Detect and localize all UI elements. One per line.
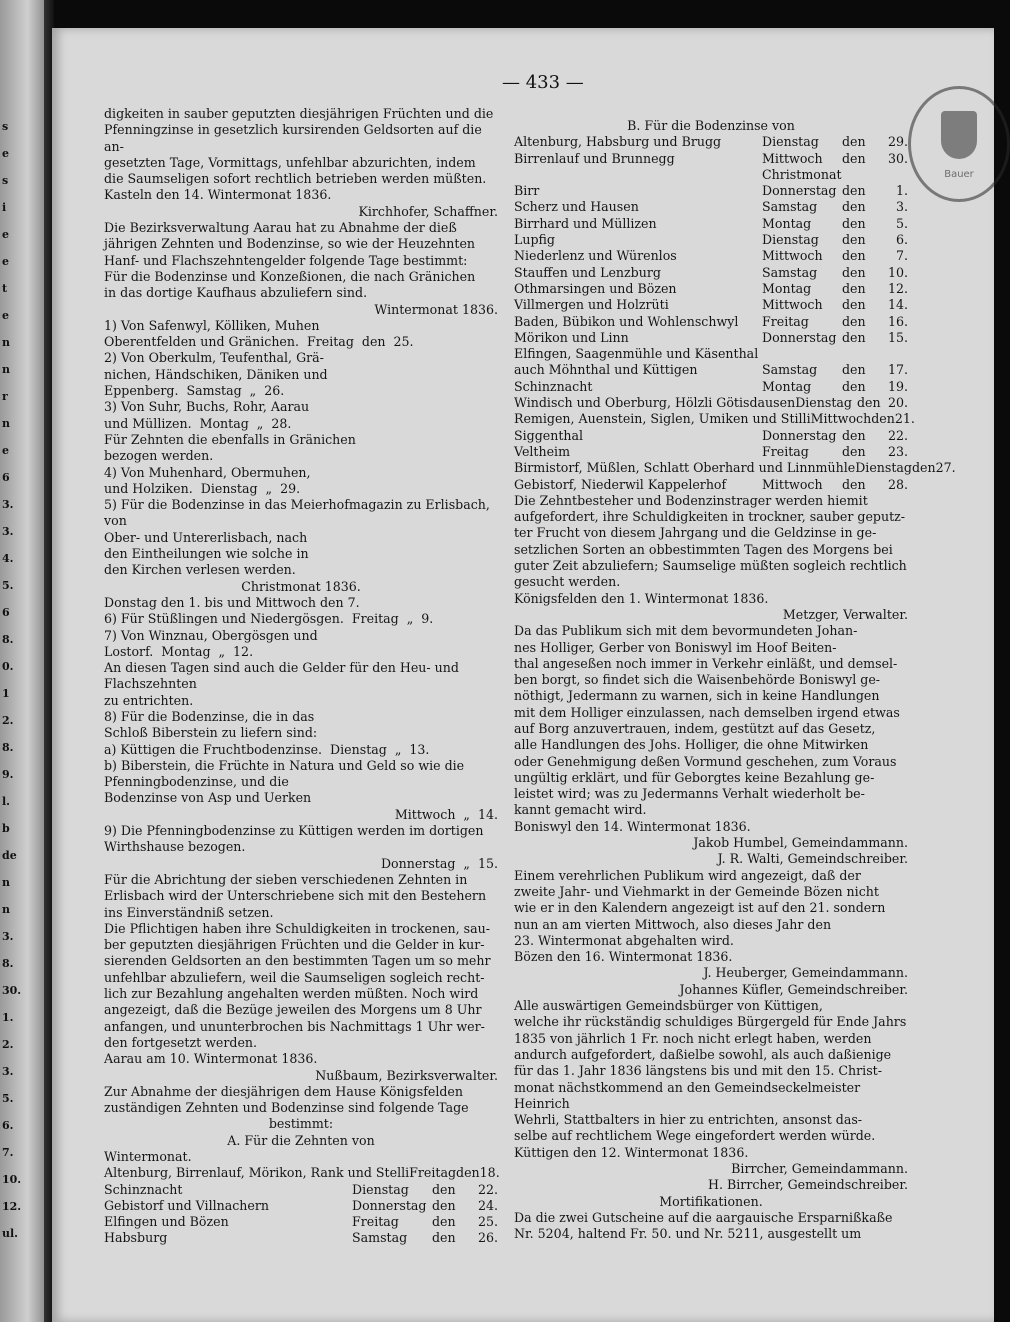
text-line: nun an am vierten Mittwoch, also dieses Jahr den xyxy=(514,916,832,932)
text-line: Schloß Biberstein zu liefern sind: xyxy=(104,725,318,741)
adjacent-page-fragment: e xyxy=(2,444,9,457)
text-line: Zur Abnahme der diesjährigen dem Hause Königsfelden xyxy=(104,1083,463,1099)
bodenzinse-schedule xyxy=(514,134,956,493)
text-line: 9) Die Pfenningbodenzinse zu Küttigen werden im dortigen Wirthshause bezogen. xyxy=(104,823,488,855)
schedule-day xyxy=(762,346,842,362)
schedule-day: Christmonat xyxy=(762,166,842,182)
text-line: 3) Von Suhr, Buchs, Rohr, Aarau xyxy=(104,399,310,415)
schedule-num: 10. xyxy=(887,264,908,280)
text-line: angezeigt, daß die Bezüge jeweilen des Morgens um 8 Uhr xyxy=(104,1002,482,1018)
text-line: sierenden Geldsorten an den bestimmten Tagen um so mehr xyxy=(104,953,491,969)
schedule-den: den xyxy=(842,329,866,345)
schedule-place: auch Möhnthal und Küttigen xyxy=(514,362,698,378)
text-line: alle Handlungen des Johs. Holliger, die ohne Mitwirken xyxy=(514,737,869,753)
schedule-place: Veltheim xyxy=(514,443,571,459)
text-line: Erlisbach wird der Unterschriebene sich mit den Bestehern xyxy=(104,888,487,904)
text-line: zu entrichten. xyxy=(104,692,194,708)
adjacent-page-fragment: 0. xyxy=(2,660,14,673)
adjacent-page-fragment: 2. xyxy=(2,1038,14,1051)
schedule-place: Gebistorf und Villnachern xyxy=(104,1197,270,1213)
schedule-den: den xyxy=(912,460,936,476)
schedule-den: den xyxy=(842,476,866,492)
schedule-row xyxy=(104,1165,498,1181)
schedule-num: 7. xyxy=(895,248,908,264)
text-line: jährigen Zehnten und Bodenzinse, so wie der Heuzehnten xyxy=(104,236,476,252)
text-line: oder Genehmigung deßen Vormund geschehen, zum Voraus xyxy=(514,753,897,769)
schedule-row xyxy=(514,199,908,215)
schedule-den: den xyxy=(871,411,895,427)
schedule-num: 27. xyxy=(935,460,956,476)
text-line: 7) Von Winznau, Obergösgen und xyxy=(104,627,318,643)
schedule-day: Dienstag xyxy=(795,395,852,411)
schedule-place: Villmergen und Holzrüti xyxy=(514,297,669,313)
adjacent-page-fragment: 5. xyxy=(2,1092,14,1105)
text-line: ber geputzten diesjährigen Früchten und die Gelder in kur- xyxy=(104,937,485,953)
text-line: thal angeseßen noch immer in Verkehr einläßt, und demsel- xyxy=(514,655,898,671)
schedule-row xyxy=(514,346,908,362)
text-line: Die Pflichtigen haben ihre Schuldigkeiten in trockenen, sau- xyxy=(104,920,491,936)
text-line: 6) Für Stüßlingen und Niedergösgen. Freitag „ 9. xyxy=(104,611,434,627)
schedule-row xyxy=(514,314,908,330)
schedule-day: Samstag xyxy=(352,1230,408,1246)
text-line: ben borgt, so findet sich die Waisenbehörde Boniswyl ge- xyxy=(514,672,881,688)
schedule-row xyxy=(514,411,915,427)
schedule-day: Dienstag xyxy=(855,460,912,476)
schedule-num: 14. xyxy=(887,297,908,313)
text-line: gesucht werden. xyxy=(514,574,621,590)
text-line: Metzger, Verwalter. xyxy=(782,606,908,622)
schedule-place: Birr xyxy=(514,183,540,199)
adjacent-page-fragment: 12. xyxy=(2,1200,22,1213)
adjacent-page-fragment: 3. xyxy=(2,1065,14,1078)
adjacent-page-fragment: n xyxy=(2,363,10,376)
text-line: Die Zehntbesteher und Bodenzinstrager werden hiemit xyxy=(514,492,868,508)
text-line: Eppenberg. Samstag „ 26. xyxy=(104,383,285,399)
text-line: Oberentfelden und Gränichen. Freitag den 25. xyxy=(104,334,414,350)
schedule-num: 29. xyxy=(887,134,908,150)
schedule-num: 6. xyxy=(895,232,908,248)
text-line: nöthigt, Jedermann zu warnen, sich in keine Handlungen xyxy=(514,688,880,704)
schedule-num: 20. xyxy=(887,395,908,411)
text-line: Nußbaum, Bezirksverwalter. xyxy=(315,1067,498,1083)
schedule-day: Dienstag xyxy=(352,1181,409,1197)
schedule-den: den xyxy=(842,232,866,248)
schedule-place xyxy=(514,167,762,183)
adjacent-page-fragment: r xyxy=(2,390,8,403)
text-line: Birrcher, Gemeindammann. xyxy=(731,1161,908,1176)
schedule-num: 30. xyxy=(887,150,908,166)
schedule-place: Scherz und Hausen xyxy=(514,199,639,215)
schedule-row xyxy=(104,1182,498,1198)
schedule-day: Freitag xyxy=(762,443,809,459)
schedule-den: den xyxy=(842,248,866,264)
adjacent-page-fragment: n xyxy=(2,336,10,349)
schedule-row xyxy=(514,151,908,167)
schedule-row xyxy=(514,297,908,313)
page-number: — 433 — xyxy=(502,72,584,93)
text-line: Für die Bodenzinse und Konzeßionen, die nach Gränichen xyxy=(104,268,476,284)
text-line: setzlichen Sorten an obbestimmten Tagen des Morgens bei xyxy=(514,541,893,557)
schedule-day: Freitag xyxy=(352,1214,399,1230)
adjacent-page-fragment: 6 xyxy=(2,471,10,484)
schedule-den xyxy=(842,167,878,183)
schedule-row xyxy=(514,428,908,444)
schedule-day: Mittwoch xyxy=(762,248,823,264)
schedule-row xyxy=(514,232,908,248)
schedule-day: Mittwoch xyxy=(762,297,823,313)
text-line: H. Birrcher, Gemeindschreiber. xyxy=(708,1177,908,1193)
text-line: ungültig erklärt, und für Geborgtes keine Bezahlung ge- xyxy=(514,769,875,785)
adjacent-page-fragment: ul. xyxy=(2,1227,19,1240)
text-line: Pfenningbodenzinse, und die xyxy=(104,774,289,790)
schedule-day: Donnerstag xyxy=(762,427,837,443)
schedule-day: Montag xyxy=(762,378,812,394)
schedule-den: den xyxy=(857,395,881,411)
schedule-day: Donnerstag xyxy=(762,183,837,199)
adjacent-page-fragment: 7. xyxy=(2,1146,14,1159)
text-line: und Müllizen. Montag „ 28. xyxy=(104,415,292,431)
text-line: Bözen den 16. Wintermonat 1836. xyxy=(514,949,733,965)
text-line: für das 1. Jahr 1836 längstens bis und mit den 15. Christ- xyxy=(514,1063,882,1079)
text-line: Königsfelden den 1. Wintermonat 1836. xyxy=(514,590,769,606)
schedule-row xyxy=(514,460,956,476)
text-line: bezogen werden. xyxy=(104,448,214,464)
schedule-place: Baden, Bübikon und Wohlenschwyl xyxy=(514,313,739,329)
text-line: 4) Von Muhenhard, Obermuhen, xyxy=(104,464,311,480)
adjacent-page-fragment: 9. xyxy=(2,768,14,781)
text-line: Für die Abrichtung der sieben verschiedenen Zehnten in xyxy=(104,871,468,887)
text-line: den fortgesetzt werden. xyxy=(104,1034,258,1050)
text-line: zuständigen Zehnten und Bodenzinse sind folgende Tage xyxy=(104,1100,469,1116)
schedule-den: den xyxy=(432,1230,456,1246)
adjacent-page-fragment: n xyxy=(2,417,10,430)
text-line: J. Heuberger, Gemeindammann. xyxy=(703,965,908,981)
schedule-day: Dienstag xyxy=(762,134,819,150)
schedule-row xyxy=(514,216,908,232)
text-line: nichen, Händschiken, Däniken und xyxy=(104,366,328,382)
schedule-den: den xyxy=(842,443,866,459)
schedule-den: den xyxy=(842,150,866,166)
schedule-row xyxy=(514,330,908,346)
text-line: kannt gemacht wird. xyxy=(514,802,647,818)
text-line: An diesen Tagen sind auch die Gelder für den Heu- und Flachszehnten xyxy=(104,660,463,692)
schedule-day: Freitag xyxy=(409,1165,457,1181)
adjacent-page-fragment: 8. xyxy=(2,633,14,646)
adjacent-page-fragment: s xyxy=(2,120,9,133)
schedule-num: 26. xyxy=(477,1230,498,1246)
text-line: Christmonat 1836. xyxy=(241,578,361,594)
right-column xyxy=(514,118,956,1242)
adjacent-page-fragment: 6 xyxy=(2,606,10,619)
schedule-num: 22. xyxy=(477,1181,498,1197)
schedule-row xyxy=(514,444,908,460)
text-line: welche ihr rückständig schuldiges Bürgergeld für Ende Jahrs xyxy=(514,1014,907,1030)
text-line: mit dem Holliger einzulassen, nach demselben irgend etwas xyxy=(514,704,900,720)
schedule-num: 24. xyxy=(477,1197,498,1213)
schedule-den: den xyxy=(842,297,866,313)
schedule-place: Windisch und Oberburg, Hölzli Götisdausen xyxy=(514,395,796,411)
text-line: Wintermonat 1836. xyxy=(374,301,498,317)
schedule-place: Niederlenz und Würenlos xyxy=(514,248,677,264)
schedule-row xyxy=(104,1214,498,1230)
text-line: und Holziken. Dienstag „ 29. xyxy=(104,480,301,496)
schedule-num: 22. xyxy=(887,427,908,443)
adjacent-page-fragment: 1 xyxy=(2,687,10,700)
text-line: die Saumseligen sofort rechtlich betrieben werden müßten. xyxy=(104,171,487,187)
schedule-den: den xyxy=(842,378,866,394)
adjacent-page-fragment: 3. xyxy=(2,930,14,943)
schedule-day: Samstag xyxy=(762,362,818,378)
text-line: Boniswyl den 14. Wintermonat 1836. xyxy=(514,818,751,834)
text-line: Pfenningzinse in gesetzlich kursirenden Geldsorten auf die an- xyxy=(104,122,486,154)
adjacent-page-fragment: 8. xyxy=(2,741,14,754)
schedule-day: Samstag xyxy=(762,199,818,215)
text-line: Die Bezirksverwaltung Aarau hat zu Abnahme der dieß xyxy=(104,220,457,236)
text-line: A. Für die Zehnten von xyxy=(227,1132,375,1148)
adjacent-page-fragment: 4. xyxy=(2,552,14,565)
text-line: b) Biberstein, die Früchte in Natura und Geld so wie die xyxy=(104,757,465,773)
text-line: Kasteln den 14. Wintermonat 1836. xyxy=(104,187,332,203)
adjacent-page-fragment: 6. xyxy=(2,1119,14,1132)
adjacent-page-fragment: e xyxy=(2,309,9,322)
text-line: nes Holliger, Gerber von Boniswyl im Hoof Beiten- xyxy=(514,639,837,655)
text-line: Da die zwei Gutscheine auf die aargauische Ersparnißkaße xyxy=(514,1209,893,1225)
schedule-place: Elfingen, Saagenmühle und Käsenthal xyxy=(514,346,759,362)
adjacent-page-fragment: 3. xyxy=(2,525,14,538)
schedule-day: Montag xyxy=(762,215,812,231)
text-line: selbe auf rechtlichem Wege eingefordert werden würde. xyxy=(514,1128,876,1144)
adjacent-page-fragment: de xyxy=(2,849,17,862)
text-line: Bodenzinse von Asp und Uerken xyxy=(104,790,312,806)
schedule-place: Schinznacht xyxy=(514,378,593,394)
schedule-num: 16. xyxy=(887,313,908,329)
schedule-den: den xyxy=(842,215,866,231)
text-line: Wintermonat. xyxy=(104,1149,192,1164)
schedule-num: 3. xyxy=(895,199,908,215)
schedule-den: den xyxy=(432,1181,456,1197)
text-line: anfangen, und ununterbrochen bis Nachmittags 1 Uhr wer- xyxy=(104,1018,485,1034)
text-line: Küttigen den 12. Wintermonat 1836. xyxy=(514,1144,749,1160)
schedule-place: Birrenlauf und Brunnegg xyxy=(514,150,675,166)
schedule-num: 17. xyxy=(887,362,908,378)
adjacent-page-fragment: 2. xyxy=(2,714,14,727)
schedule-den: den xyxy=(456,1165,480,1181)
schedule-place: Schinznacht xyxy=(104,1181,183,1197)
schedule-place: Remigen, Auenstein, Siglen, Umiken und Stilli xyxy=(514,411,811,427)
text-line: gesetzten Tage, Vormittags, unfehlbar abzurichten, indem xyxy=(104,154,476,170)
text-line: wie er in den Kalendern angezeigt ist auf den 21. sondern xyxy=(514,900,886,916)
adjacent-page-fragment: 5. xyxy=(2,579,14,592)
schedule-den: den xyxy=(842,313,866,329)
schedule-place: Birrhard und Müllizen xyxy=(514,215,657,231)
schedule-row xyxy=(514,183,908,199)
adjacent-page-fragment: t xyxy=(2,282,8,295)
schedule-row xyxy=(514,477,908,493)
schedule-row xyxy=(514,248,908,264)
text-line: ins Einverständniß setzen. xyxy=(104,904,274,920)
text-line: Kirchhofer, Schaffner. xyxy=(358,203,498,219)
text-line: lich zur Bezahlung angehalten werden müßten. Noch wird xyxy=(104,986,479,1002)
adjacent-page-fragment: e xyxy=(2,147,9,160)
text-line: Ober- und Untererlisbach, nach xyxy=(104,529,308,545)
text-line: den Eintheilungen wie solche in xyxy=(104,546,309,562)
schedule-day: Mittwoch xyxy=(762,150,823,166)
schedule-num: 23. xyxy=(887,443,908,459)
text-line: monat nächstkommend an den Gemeindseckelmeister Heinrich xyxy=(514,1079,865,1111)
schedule-day: Donnerstag xyxy=(762,329,837,345)
schedule-row xyxy=(514,395,908,411)
schedule-den: den xyxy=(842,199,866,215)
schedule-row xyxy=(514,362,908,378)
schedule-place: Stauffen und Lenzburg xyxy=(514,264,661,280)
schedule-den: den xyxy=(842,183,866,199)
text-line: Da das Publikum sich mit dem bevormundeten Johan- xyxy=(514,623,858,639)
schedule-num: 5. xyxy=(895,215,908,231)
schedule-place: Siggenthal xyxy=(514,427,584,443)
left-column-text xyxy=(104,106,498,1165)
text-line: 1) Von Safenwyl, Kölliken, Muhen xyxy=(104,317,320,333)
schedule-place: Elfingen und Bözen xyxy=(104,1214,229,1230)
text-line: Wehrli, Stattbalters in hier zu entrichten, ansonst das- xyxy=(514,1112,863,1128)
coat-of-arms-icon xyxy=(941,111,977,159)
schedule-day: Freitag xyxy=(762,313,809,329)
schedule-den: den xyxy=(842,264,866,280)
text-line: ter Frucht von diesem Jahrgang und die Geldzinse in ge- xyxy=(514,525,877,541)
schedule-row xyxy=(104,1230,498,1246)
schedule-row xyxy=(514,379,908,395)
bodenzinse-heading: B. Für die Bodenzinse von xyxy=(627,118,795,133)
adjacent-page-fragment: 30. xyxy=(2,984,22,997)
text-line: auf Borg anzuvertrauen, indem, gestützt auf das Gesetz, xyxy=(514,720,876,736)
adjacent-page-fragment: 1. xyxy=(2,1011,14,1024)
schedule-num: 21. xyxy=(894,411,915,427)
text-line: bestimmt: xyxy=(268,1116,334,1132)
text-line: Mortifikationen. xyxy=(659,1193,763,1209)
text-line: J. R. Walti, Gemeindschreiber. xyxy=(717,851,908,867)
text-line: Donstag den 1. bis und Mittwoch den 7. xyxy=(104,594,360,610)
text-line: zweite Jahr- und Viehmarkt in der Gemeinde Bözen nicht xyxy=(514,883,879,899)
text-line: Alle auswärtigen Gemeindsbürger von Küttigen, xyxy=(514,998,823,1014)
text-line: guter Zeit abzuliefern; Saumselige müßten sogleich rechtlich xyxy=(514,558,907,574)
schedule-num xyxy=(878,167,908,183)
text-line: Jakob Humbel, Gemeindammann. xyxy=(693,835,908,851)
text-line: Johannes Küfler, Gemeindschreiber. xyxy=(679,981,908,997)
adjacent-page-fragment: 3. xyxy=(2,498,14,511)
schedule-num: 15. xyxy=(887,329,908,345)
text-line: 8) Für die Bodenzinse, die in das xyxy=(104,708,315,724)
text-line: leistet wird; was zu Jedermanns Verhalt wiederholt be- xyxy=(514,786,865,802)
schedule-num: 18. xyxy=(479,1165,500,1181)
schedule-den: den xyxy=(842,362,866,378)
schedule-day: Samstag xyxy=(762,264,818,280)
schedule-den: den xyxy=(432,1214,456,1230)
schedule-place: Altenburg, Birrenlauf, Mörikon, Rank und Stelli xyxy=(104,1165,410,1181)
text-line: Einem verehrlichen Publikum wird angezeigt, daß der xyxy=(514,867,861,883)
adjacent-page-fragment: 8. xyxy=(2,957,14,970)
text-line: Nr. 5204, haltend Fr. 50. und Nr. 5211, ausgestellt um xyxy=(514,1226,862,1242)
adjacent-page-fragment: e xyxy=(2,255,9,268)
adjacent-page-fragment: e xyxy=(2,228,9,241)
right-column-text xyxy=(514,493,908,1243)
schedule-num: 19. xyxy=(887,378,908,394)
schedule-row xyxy=(104,1198,498,1214)
adjacent-page-fragment: b xyxy=(2,822,10,835)
text-line: 5) Für die Bodenzinse in das Meierhofmagazin zu Erlisbach, von xyxy=(104,497,494,529)
text-line: digkeiten in sauber geputzten diesjährigen Früchten und die xyxy=(104,106,494,121)
stamp-text: Bauer xyxy=(944,169,974,180)
schedule-day: Donnerstag xyxy=(352,1197,427,1213)
schedule-row xyxy=(514,167,908,183)
schedule-num: 12. xyxy=(887,280,908,296)
schedule-den xyxy=(842,346,878,362)
schedule-den: den xyxy=(432,1197,456,1213)
text-line: Für Zehnten die ebenfalls in Gränichen xyxy=(104,431,356,447)
schedule-row xyxy=(514,265,908,281)
text-line: Donnerstag „ 15. xyxy=(380,855,498,871)
schedule-day: Dienstag xyxy=(762,232,819,248)
adjacent-page-fragment: n xyxy=(2,876,10,889)
schedule-day: Mittwoch xyxy=(810,411,872,427)
schedule-den: den xyxy=(842,427,866,443)
schedule-num: 25. xyxy=(477,1214,498,1230)
schedule-place: Habsburg xyxy=(104,1230,168,1246)
schedule-place: Othmarsingen und Bözen xyxy=(514,280,677,296)
text-line: Aarau am 10. Wintermonat 1836. xyxy=(104,1051,318,1067)
text-line: 1835 von jährlich 1 Fr. noch nicht erlegt haben, werden xyxy=(514,1030,872,1046)
adjacent-page-fragment: 10. xyxy=(2,1173,22,1186)
schedule-den: den xyxy=(842,134,866,150)
schedule-num xyxy=(878,346,908,362)
schedule-place: Mörikon und Linn xyxy=(514,329,629,345)
schedule-place: Gebistorf, Niederwil Kappelerhof xyxy=(514,476,727,492)
schedule-day: Mittwoch xyxy=(762,476,823,492)
schedule-den: den xyxy=(842,280,866,296)
text-line: in das dortige Kaufhaus abzuliefern sind. xyxy=(104,285,368,301)
text-line: andurch aufgefordert, daßielbe sowohl, als auch daßienige xyxy=(514,1046,892,1062)
adjacent-page-fragment: i xyxy=(2,201,7,214)
adjacent-page-fragment: n xyxy=(2,903,10,916)
text-line: 23. Wintermonat abgehalten wird. xyxy=(514,932,734,948)
text-line: den Kirchen verlesen werden. xyxy=(104,562,296,578)
schedule-place: Altenburg, Habsburg und Brugg xyxy=(514,134,722,150)
text-line: Hanf- und Flachszehntengelder folgende Tage bestimmt: xyxy=(104,252,468,268)
schedule-num: 28. xyxy=(887,476,908,492)
adjacent-page-fragment: s xyxy=(2,174,9,187)
text-line: 2) Von Oberkulm, Teufenthal, Grä- xyxy=(104,350,324,366)
left-column xyxy=(104,106,498,1247)
library-stamp xyxy=(908,86,1010,202)
schedule-num: 1. xyxy=(895,183,908,199)
schedule-day: Montag xyxy=(762,280,812,296)
text-line: Lostorf. Montag „ 12. xyxy=(104,643,254,659)
text-line: unfehlbar abzuliefern, weil die Saumseligen sogleich recht- xyxy=(104,969,485,985)
schedule-place: Birmistorf, Müßlen, Schlatt Oberhard und Linnmühle xyxy=(514,460,856,476)
zehnten-schedule xyxy=(104,1165,498,1246)
text-line: Mittwoch „ 14. xyxy=(394,806,498,822)
schedule-place: Lupfig xyxy=(514,232,555,248)
schedule-row xyxy=(514,281,908,297)
text-line: a) Küttigen die Fruchtbodenzinse. Dienstag „ 13. xyxy=(104,741,430,757)
text-line: aufgefordert, ihre Schuldigkeiten in trockner, sauber geputz- xyxy=(514,509,906,525)
schedule-row xyxy=(514,134,908,150)
adjacent-page-fragment: l. xyxy=(2,795,11,808)
